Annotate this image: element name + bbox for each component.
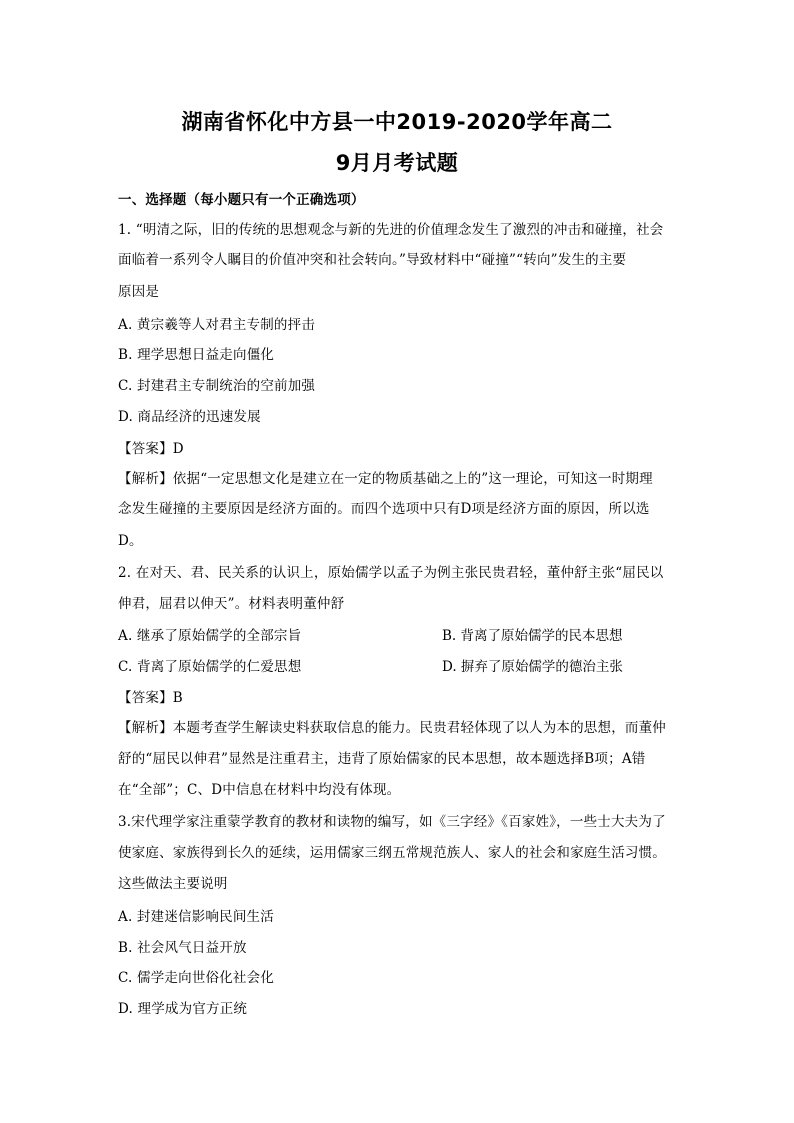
question-3-stem-line: 这些做法主要说明 (118, 876, 228, 892)
question-2-option-d: D. 摒弃了原始儒学的德治主张 (442, 659, 623, 675)
question-2-stem-line: 2. 在对天、君、民关系的认识上，原始儒学以孟子为例主张民贵君轻，董仲舒主张“屈民以 (118, 565, 664, 581)
question-3-option-d: D. 理学成为官方正统 (118, 1001, 248, 1017)
question-2-answer: 【答案】B (118, 690, 183, 706)
question-2-option-b: B. 背离了原始儒学的民本思想 (442, 628, 623, 644)
question-2-analysis-line: 在“全部”；C、D中信息在材料中均没有体现。 (118, 782, 401, 798)
page-subtitle: 9月月考试题 (335, 151, 459, 175)
question-2-option-c: C. 背离了原始儒学的仁爱思想 (118, 659, 302, 675)
question-3-stem-line: 3.宋代理学家注重蒙学教育的教材和读物的编写，如《三字经》《百家姓》，一些士大夫为了 (118, 814, 666, 830)
page-title: 湖南省怀化中方县一中2019-2020学年高二 (181, 110, 613, 134)
question-3-stem-line: 使家庭、家族得到长久的延续，运用儒家三纲五常规范族人、家人的社会和家庭生活习惯。 (118, 845, 666, 861)
question-2-stem-line: 伸君，屈君以伸天”。材料表明董仲舒 (118, 596, 345, 612)
question-1-stem-line: 面临着一系列令人瞩目的价值冲突和社会转向。”导致材料中“碰撞”“转向”发生的主要 (118, 252, 627, 268)
question-2-analysis-line: 舒的“屈民以伸君”显然是注重君主，违背了原始儒家的民本思想，故本题选择B项；A错 (118, 751, 646, 767)
section-heading: 一、选择题（每小题只有一个正确选项） (118, 192, 365, 208)
question-1-option-b: B. 理学思想日益走向僵化 (118, 347, 275, 363)
question-2-analysis-line: 【解析】本题考查学生解读史料获取信息的能力。民贵君轻体现了以人为本的思想，而董仲 (118, 720, 666, 736)
question-1-stem-line: 1. “明清之际，旧的传统的思想观念与新的先进的价值理念发生了激烈的冲击和碰撞，社会 (118, 222, 664, 238)
question-1-analysis-line: 【解析】依据“一定思想文化是建立在一定的物质基础之上的”这一理论，可知这一时期理 (118, 471, 653, 487)
question-1-analysis-line: D。 (118, 533, 143, 549)
question-1-option-a: A. 黄宗羲等人对君主专制的抨击 (118, 317, 316, 333)
question-3-option-b: B. 社会风气日益开放 (118, 940, 247, 956)
question-3-option-a: A. 封建迷信影响民间生活 (118, 909, 274, 925)
question-1-option-c: C. 封建君主专制统治的空前加强 (118, 378, 316, 394)
question-1-answer: 【答案】D (118, 441, 184, 457)
question-1-option-d: D. 商品经济的迅速发展 (118, 409, 261, 425)
question-3-option-c: C. 儒学走向世俗化社会化 (118, 970, 275, 986)
question-1-stem-line: 原因是 (118, 284, 160, 300)
question-2-option-a: A. 继承了原始儒学的全部宗旨 (118, 628, 302, 644)
question-1-analysis-line: 念发生碰撞的主要原因是经济方面的。而四个选项中只有D项是经济方面的原因，所以选 (118, 501, 650, 517)
